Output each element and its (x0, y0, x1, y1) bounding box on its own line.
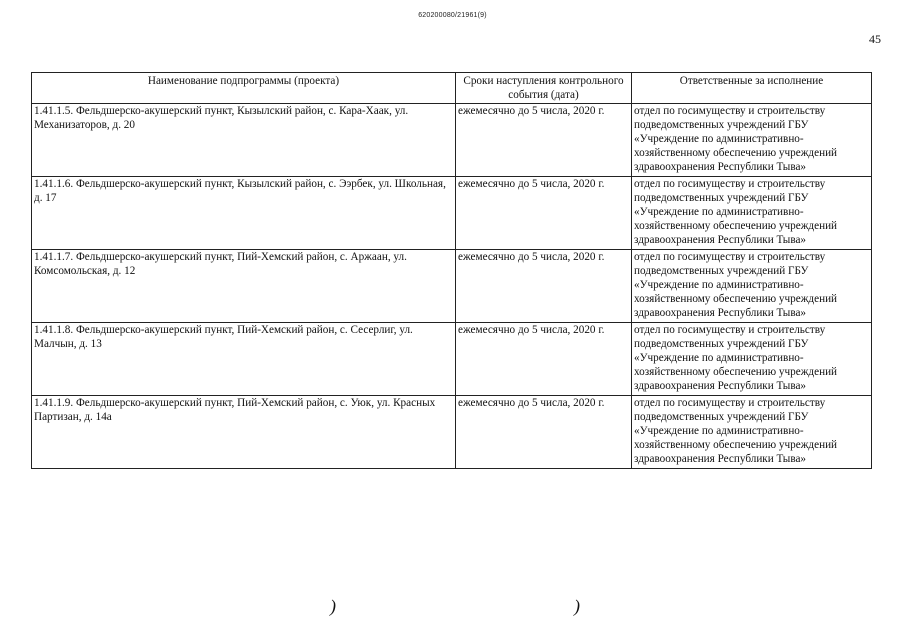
column-header-responsible: Ответственные за исполнение (632, 73, 872, 104)
cell-responsible: отдел по госимуществу и строительству подведомственных учреждений ГБУ «Учреждение по административно-хозяйственному обеспечению учреждений здравоохранения Республики Тыва» (632, 104, 872, 177)
cell-project-name: 1.41.1.5. Фельдшерско-акушерский пункт, Кызылский район, с. Кара-Хаак, ул. Механизаторов, д. 20 (32, 104, 456, 177)
cell-project-name: 1.41.1.7. Фельдшерско-акушерский пункт, Пий-Хемский район, с. Аржаан, ул. Комсомольская, д. 12 (32, 250, 456, 323)
cell-responsible: отдел по госимуществу и строительству подведомственных учреждений ГБУ «Учреждение по административно-хозяйственному обеспечению учреждений здравоохранения Республики Тыва» (632, 177, 872, 250)
cell-responsible: отдел по госимуществу и строительству подведомственных учреждений ГБУ «Учреждение по административно-хозяйственному обеспечению учреждений здравоохранения Республики Тыва» (632, 250, 872, 323)
table-row (32, 177, 872, 250)
cell-responsible: отдел по госимуществу и строительству подведомственных учреждений ГБУ «Учреждение по административно-хозяйственному обеспечению учреждений здравоохранения Республики Тыва» (632, 396, 872, 469)
table-header-row (32, 73, 872, 104)
cell-project-name: 1.41.1.8. Фельдшерско-акушерский пункт, Пий-Хемский район, с. Сесерлиг, ул. Малчын, д. 13 (32, 323, 456, 396)
cell-responsible: отдел по госимуществу и строительству подведомственных учреждений ГБУ «Учреждение по административно-хозяйственному обеспечению учреждений здравоохранения Республики Тыва» (632, 323, 872, 396)
cell-deadline: ежемесячно до 5 числа, 2020 г. (456, 104, 632, 177)
cell-deadline: ежемесячно до 5 числа, 2020 г. (456, 250, 632, 323)
document-code: 620200080/21961(9) (418, 12, 487, 19)
column-header-deadline: Сроки наступления контрольного события (дата) (456, 73, 632, 104)
cell-deadline: ежемесячно до 5 числа, 2020 г. (456, 396, 632, 469)
footer-mark-right: ) (574, 596, 580, 616)
table-row (32, 323, 872, 396)
cell-deadline: ежемесячно до 5 числа, 2020 г. (456, 323, 632, 396)
program-table (31, 72, 872, 469)
table-row (32, 396, 872, 469)
page-number: 45 (869, 32, 881, 46)
cell-deadline: ежемесячно до 5 числа, 2020 г. (456, 177, 632, 250)
cell-project-name: 1.41.1.6. Фельдшерско-акушерский пункт, Кызылский район, с. Ээрбек, ул. Школьная, д. 17 (32, 177, 456, 250)
table-row (32, 250, 872, 323)
column-header-name: Наименование подпрограммы (проекта) (32, 73, 456, 104)
footer-mark-left: ) (330, 596, 336, 616)
table-row (32, 104, 872, 177)
cell-project-name: 1.41.1.9. Фельдшерско-акушерский пункт, Пий-Хемский район, с. Уюк, ул. Красных Партизан, д. 14а (32, 396, 456, 469)
